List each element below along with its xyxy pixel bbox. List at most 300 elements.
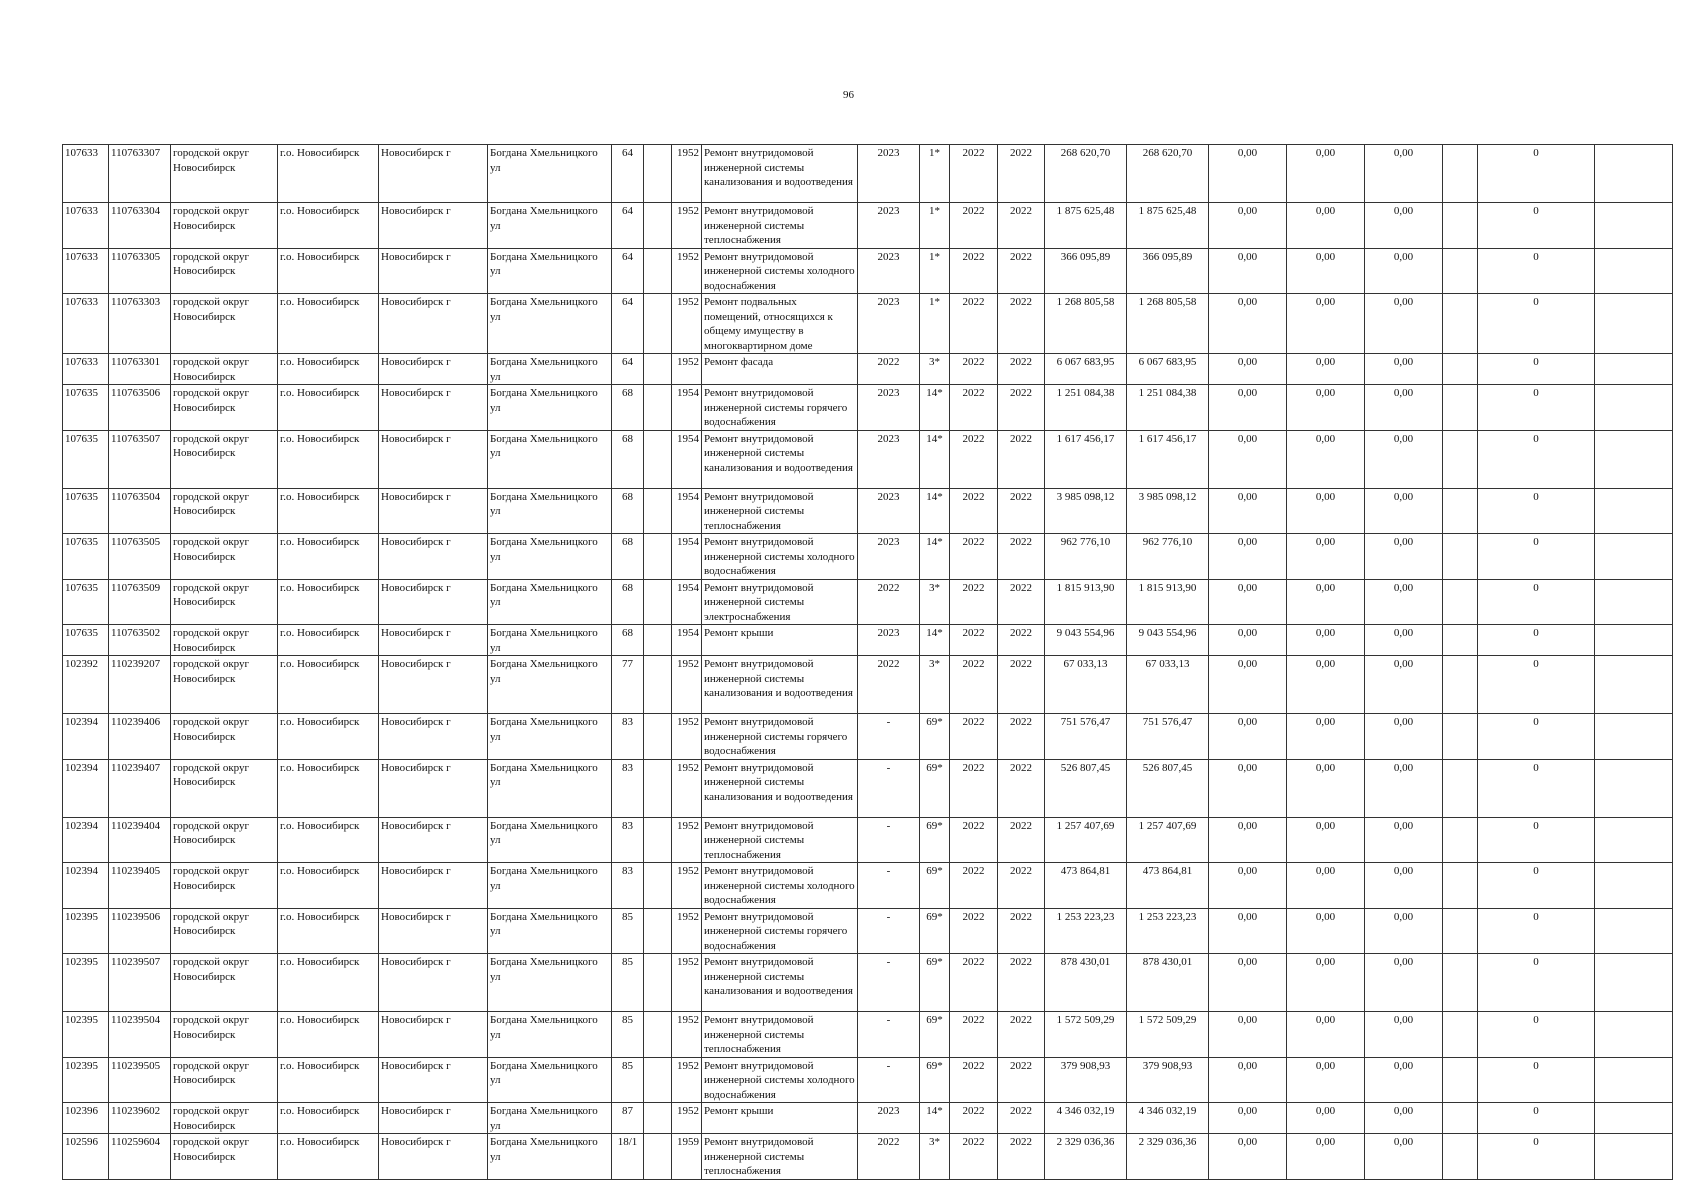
row-id: 102394 bbox=[63, 863, 109, 909]
row-street: Богдана Хмельницкого ул bbox=[488, 294, 612, 354]
row-cost-fund: 9 043 554,96 bbox=[1127, 625, 1209, 656]
row-blank-2 bbox=[1595, 430, 1673, 488]
row-value-1: 0,00 bbox=[1209, 863, 1287, 909]
row-city: Новосибирск г bbox=[379, 817, 488, 863]
row-city: Новосибирск г bbox=[379, 145, 488, 203]
row-code: 110763307 bbox=[109, 145, 171, 203]
row-city: Новосибирск г bbox=[379, 656, 488, 714]
row-year-built: 1952 bbox=[672, 248, 702, 294]
row-work-type: Ремонт внутридомовой инженерной системы канализования и водоотведения bbox=[702, 430, 858, 488]
row-blank-1 bbox=[1443, 354, 1478, 385]
row-work-type: Ремонт внутридомовой инженерной системы теплоснабжения bbox=[702, 488, 858, 534]
row-city: Новосибирск г bbox=[379, 759, 488, 817]
row-year-plan: 2022 bbox=[858, 1134, 920, 1180]
row-year-end: 2022 bbox=[998, 625, 1045, 656]
row-year-built: 1952 bbox=[672, 954, 702, 1012]
row-basis: 69* bbox=[920, 714, 950, 760]
registry-table bbox=[62, 144, 1673, 1180]
row-municipality: г.о. Новосибирск bbox=[278, 579, 379, 625]
row-year-built: 1952 bbox=[672, 145, 702, 203]
row-value-4: 0 bbox=[1478, 1012, 1595, 1058]
row-work-type: Ремонт внутридомовой инженерной системы теплоснабжения bbox=[702, 203, 858, 249]
row-cost-total: 1 253 223,23 bbox=[1045, 908, 1127, 954]
row-city: Новосибирск г bbox=[379, 385, 488, 431]
row-code: 110763504 bbox=[109, 488, 171, 534]
row-building bbox=[644, 579, 672, 625]
row-year-built: 1959 bbox=[672, 1134, 702, 1180]
row-building bbox=[644, 430, 672, 488]
row-year-plan: 2022 bbox=[858, 354, 920, 385]
row-building bbox=[644, 908, 672, 954]
table-row bbox=[63, 145, 1673, 203]
row-building bbox=[644, 714, 672, 760]
row-street: Богдана Хмельницкого ул bbox=[488, 1057, 612, 1103]
row-blank-1 bbox=[1443, 863, 1478, 909]
page-number: 96 bbox=[843, 89, 854, 101]
row-work-type: Ремонт внутридомовой инженерной системы холодного водоснабжения bbox=[702, 1057, 858, 1103]
row-work-type: Ремонт внутридомовой инженерной системы холодного водоснабжения bbox=[702, 863, 858, 909]
row-year-built: 1952 bbox=[672, 203, 702, 249]
row-house: 85 bbox=[612, 1012, 644, 1058]
row-value-2: 0,00 bbox=[1287, 1012, 1365, 1058]
row-year-end: 2022 bbox=[998, 908, 1045, 954]
row-value-1: 0,00 bbox=[1209, 1057, 1287, 1103]
row-year-built: 1952 bbox=[672, 759, 702, 817]
row-year-built: 1952 bbox=[672, 714, 702, 760]
row-code: 110763305 bbox=[109, 248, 171, 294]
row-year-end: 2022 bbox=[998, 534, 1045, 580]
row-year-plan: 2023 bbox=[858, 294, 920, 354]
row-year-end: 2022 bbox=[998, 145, 1045, 203]
row-year-start: 2022 bbox=[950, 430, 998, 488]
row-value-2: 0,00 bbox=[1287, 714, 1365, 760]
row-value-2: 0,00 bbox=[1287, 656, 1365, 714]
row-code: 110239505 bbox=[109, 1057, 171, 1103]
row-value-1: 0,00 bbox=[1209, 656, 1287, 714]
row-street: Богдана Хмельницкого ул bbox=[488, 488, 612, 534]
row-year-plan: 2023 bbox=[858, 1103, 920, 1134]
row-value-2: 0,00 bbox=[1287, 354, 1365, 385]
row-code: 110239602 bbox=[109, 1103, 171, 1134]
row-value-4: 0 bbox=[1478, 759, 1595, 817]
row-basis: 14* bbox=[920, 625, 950, 656]
row-value-1: 0,00 bbox=[1209, 430, 1287, 488]
row-year-start: 2022 bbox=[950, 954, 998, 1012]
row-cost-total: 1 572 509,29 bbox=[1045, 1012, 1127, 1058]
row-city: Новосибирск г bbox=[379, 579, 488, 625]
row-blank-1 bbox=[1443, 1103, 1478, 1134]
row-district: городской округ Новосибирск bbox=[171, 625, 278, 656]
row-building bbox=[644, 656, 672, 714]
row-value-4: 0 bbox=[1478, 625, 1595, 656]
row-year-start: 2022 bbox=[950, 759, 998, 817]
row-year-end: 2022 bbox=[998, 430, 1045, 488]
row-work-type: Ремонт внутридомовой инженерной системы теплоснабжения bbox=[702, 1012, 858, 1058]
row-year-plan: 2023 bbox=[858, 145, 920, 203]
row-district: городской округ Новосибирск bbox=[171, 430, 278, 488]
row-year-built: 1952 bbox=[672, 1012, 702, 1058]
row-year-start: 2022 bbox=[950, 145, 998, 203]
table-row bbox=[63, 488, 1673, 534]
row-cost-total: 1 875 625,48 bbox=[1045, 203, 1127, 249]
table-row bbox=[63, 354, 1673, 385]
row-code: 110239504 bbox=[109, 1012, 171, 1058]
row-code: 110259604 bbox=[109, 1134, 171, 1180]
row-blank-1 bbox=[1443, 385, 1478, 431]
row-id: 102394 bbox=[63, 714, 109, 760]
row-year-built: 1952 bbox=[672, 863, 702, 909]
row-building bbox=[644, 1012, 672, 1058]
row-cost-total: 1 815 913,90 bbox=[1045, 579, 1127, 625]
row-building bbox=[644, 1057, 672, 1103]
row-code: 110239406 bbox=[109, 714, 171, 760]
row-building bbox=[644, 385, 672, 431]
row-blank-2 bbox=[1595, 488, 1673, 534]
row-district: городской округ Новосибирск bbox=[171, 203, 278, 249]
row-basis: 69* bbox=[920, 954, 950, 1012]
row-blank-2 bbox=[1595, 954, 1673, 1012]
row-work-type: Ремонт крыши bbox=[702, 1103, 858, 1134]
row-blank-1 bbox=[1443, 203, 1478, 249]
row-work-type: Ремонт внутридомовой инженерной системы электроснабжения bbox=[702, 579, 858, 625]
row-blank-1 bbox=[1443, 294, 1478, 354]
row-building bbox=[644, 248, 672, 294]
row-work-type: Ремонт внутридомовой инженерной системы холодного водоснабжения bbox=[702, 248, 858, 294]
row-street: Богдана Хмельницкого ул bbox=[488, 385, 612, 431]
row-street: Богдана Хмельницкого ул bbox=[488, 145, 612, 203]
row-year-end: 2022 bbox=[998, 1103, 1045, 1134]
row-value-4: 0 bbox=[1478, 488, 1595, 534]
row-city: Новосибирск г bbox=[379, 908, 488, 954]
row-house: 83 bbox=[612, 714, 644, 760]
row-year-start: 2022 bbox=[950, 534, 998, 580]
row-value-4: 0 bbox=[1478, 145, 1595, 203]
row-cost-fund: 1 572 509,29 bbox=[1127, 1012, 1209, 1058]
row-work-type: Ремонт внутридомовой инженерной системы горячего водоснабжения bbox=[702, 714, 858, 760]
row-blank-1 bbox=[1443, 656, 1478, 714]
row-year-start: 2022 bbox=[950, 817, 998, 863]
row-value-4: 0 bbox=[1478, 1057, 1595, 1103]
row-city: Новосибирск г bbox=[379, 1134, 488, 1180]
row-value-2: 0,00 bbox=[1287, 579, 1365, 625]
table-row bbox=[63, 248, 1673, 294]
row-year-plan: - bbox=[858, 1057, 920, 1103]
row-street: Богдана Хмельницкого ул bbox=[488, 248, 612, 294]
table-row bbox=[63, 625, 1673, 656]
row-house: 64 bbox=[612, 203, 644, 249]
row-value-2: 0,00 bbox=[1287, 954, 1365, 1012]
table-row bbox=[63, 1134, 1673, 1180]
row-city: Новосибирск г bbox=[379, 294, 488, 354]
row-blank-2 bbox=[1595, 203, 1673, 249]
row-value-4: 0 bbox=[1478, 954, 1595, 1012]
row-street: Богдана Хмельницкого ул bbox=[488, 430, 612, 488]
row-id: 107635 bbox=[63, 534, 109, 580]
row-city: Новосибирск г bbox=[379, 625, 488, 656]
row-blank-2 bbox=[1595, 579, 1673, 625]
row-year-start: 2022 bbox=[950, 908, 998, 954]
row-building bbox=[644, 1103, 672, 1134]
row-year-built: 1952 bbox=[672, 354, 702, 385]
row-building bbox=[644, 354, 672, 385]
row-value-3: 0,00 bbox=[1365, 1134, 1443, 1180]
row-value-1: 0,00 bbox=[1209, 385, 1287, 431]
row-year-start: 2022 bbox=[950, 385, 998, 431]
row-year-start: 2022 bbox=[950, 248, 998, 294]
row-cost-total: 3 985 098,12 bbox=[1045, 488, 1127, 534]
row-id: 107633 bbox=[63, 294, 109, 354]
row-value-3: 0,00 bbox=[1365, 354, 1443, 385]
row-value-2: 0,00 bbox=[1287, 488, 1365, 534]
row-blank-1 bbox=[1443, 1057, 1478, 1103]
row-code: 110239405 bbox=[109, 863, 171, 909]
row-blank-1 bbox=[1443, 534, 1478, 580]
row-house: 68 bbox=[612, 534, 644, 580]
row-cost-fund: 1 257 407,69 bbox=[1127, 817, 1209, 863]
row-value-1: 0,00 bbox=[1209, 908, 1287, 954]
row-id: 107635 bbox=[63, 625, 109, 656]
row-basis: 69* bbox=[920, 817, 950, 863]
row-year-start: 2022 bbox=[950, 656, 998, 714]
row-year-start: 2022 bbox=[950, 579, 998, 625]
row-work-type: Ремонт внутридомовой инженерной системы теплоснабжения bbox=[702, 1134, 858, 1180]
row-house: 68 bbox=[612, 625, 644, 656]
row-cost-total: 268 620,70 bbox=[1045, 145, 1127, 203]
row-basis: 1* bbox=[920, 203, 950, 249]
row-city: Новосибирск г bbox=[379, 430, 488, 488]
row-blank-1 bbox=[1443, 248, 1478, 294]
row-blank-2 bbox=[1595, 1012, 1673, 1058]
row-blank-1 bbox=[1443, 954, 1478, 1012]
row-year-start: 2022 bbox=[950, 354, 998, 385]
row-basis: 3* bbox=[920, 354, 950, 385]
row-work-type: Ремонт внутридомовой инженерной системы холодного водоснабжения bbox=[702, 534, 858, 580]
row-id: 102394 bbox=[63, 759, 109, 817]
table-row bbox=[63, 817, 1673, 863]
row-value-3: 0,00 bbox=[1365, 863, 1443, 909]
row-value-3: 0,00 bbox=[1365, 954, 1443, 1012]
row-cost-fund: 962 776,10 bbox=[1127, 534, 1209, 580]
row-value-2: 0,00 bbox=[1287, 1103, 1365, 1134]
row-district: городской округ Новосибирск bbox=[171, 145, 278, 203]
row-value-4: 0 bbox=[1478, 1103, 1595, 1134]
row-value-4: 0 bbox=[1478, 579, 1595, 625]
table-row bbox=[63, 385, 1673, 431]
row-year-plan: 2022 bbox=[858, 656, 920, 714]
row-year-end: 2022 bbox=[998, 203, 1045, 249]
row-year-end: 2022 bbox=[998, 488, 1045, 534]
row-value-2: 0,00 bbox=[1287, 908, 1365, 954]
row-building bbox=[644, 534, 672, 580]
row-street: Богдана Хмельницкого ул bbox=[488, 908, 612, 954]
row-cost-total: 1 251 084,38 bbox=[1045, 385, 1127, 431]
row-year-plan: 2023 bbox=[858, 248, 920, 294]
row-year-start: 2022 bbox=[950, 488, 998, 534]
row-house: 68 bbox=[612, 430, 644, 488]
row-year-end: 2022 bbox=[998, 714, 1045, 760]
row-basis: 14* bbox=[920, 534, 950, 580]
row-id: 107633 bbox=[63, 248, 109, 294]
row-year-end: 2022 bbox=[998, 954, 1045, 1012]
row-value-1: 0,00 bbox=[1209, 145, 1287, 203]
row-year-plan: 2023 bbox=[858, 534, 920, 580]
row-basis: 14* bbox=[920, 488, 950, 534]
row-district: городской округ Новосибирск bbox=[171, 248, 278, 294]
row-value-3: 0,00 bbox=[1365, 294, 1443, 354]
row-code: 110763506 bbox=[109, 385, 171, 431]
row-year-built: 1952 bbox=[672, 294, 702, 354]
row-basis: 14* bbox=[920, 1103, 950, 1134]
row-value-2: 0,00 bbox=[1287, 625, 1365, 656]
row-blank-2 bbox=[1595, 863, 1673, 909]
row-id: 102392 bbox=[63, 656, 109, 714]
row-municipality: г.о. Новосибирск bbox=[278, 908, 379, 954]
row-building bbox=[644, 488, 672, 534]
row-year-built: 1952 bbox=[672, 817, 702, 863]
row-district: городской округ Новосибирск bbox=[171, 1012, 278, 1058]
table-row bbox=[63, 714, 1673, 760]
row-district: городской округ Новосибирск bbox=[171, 954, 278, 1012]
row-city: Новосибирск г bbox=[379, 1057, 488, 1103]
row-building bbox=[644, 817, 672, 863]
row-house: 64 bbox=[612, 248, 644, 294]
row-value-2: 0,00 bbox=[1287, 1057, 1365, 1103]
row-cost-total: 473 864,81 bbox=[1045, 863, 1127, 909]
row-cost-total: 878 430,01 bbox=[1045, 954, 1127, 1012]
table-row bbox=[63, 534, 1673, 580]
row-year-plan: - bbox=[858, 1012, 920, 1058]
row-blank-2 bbox=[1595, 714, 1673, 760]
row-value-1: 0,00 bbox=[1209, 1134, 1287, 1180]
row-value-3: 0,00 bbox=[1365, 488, 1443, 534]
row-house: 64 bbox=[612, 145, 644, 203]
row-value-2: 0,00 bbox=[1287, 203, 1365, 249]
row-code: 110239207 bbox=[109, 656, 171, 714]
row-value-3: 0,00 bbox=[1365, 656, 1443, 714]
row-year-plan: 2023 bbox=[858, 385, 920, 431]
row-house: 64 bbox=[612, 294, 644, 354]
row-year-plan: 2023 bbox=[858, 625, 920, 656]
row-year-end: 2022 bbox=[998, 294, 1045, 354]
row-blank-2 bbox=[1595, 1103, 1673, 1134]
row-value-2: 0,00 bbox=[1287, 248, 1365, 294]
row-year-plan: - bbox=[858, 954, 920, 1012]
row-cost-fund: 6 067 683,95 bbox=[1127, 354, 1209, 385]
row-value-1: 0,00 bbox=[1209, 759, 1287, 817]
row-year-end: 2022 bbox=[998, 1134, 1045, 1180]
row-blank-1 bbox=[1443, 430, 1478, 488]
row-cost-total: 751 576,47 bbox=[1045, 714, 1127, 760]
row-year-plan: - bbox=[858, 759, 920, 817]
row-municipality: г.о. Новосибирск bbox=[278, 430, 379, 488]
table-row bbox=[63, 656, 1673, 714]
row-district: городской округ Новосибирск bbox=[171, 656, 278, 714]
row-work-type: Ремонт внутридомовой инженерной системы канализования и водоотведения bbox=[702, 954, 858, 1012]
row-house: 85 bbox=[612, 1057, 644, 1103]
row-cost-fund: 1 251 084,38 bbox=[1127, 385, 1209, 431]
row-basis: 1* bbox=[920, 145, 950, 203]
row-street: Богдана Хмельницкого ул bbox=[488, 863, 612, 909]
row-value-4: 0 bbox=[1478, 294, 1595, 354]
row-district: городской округ Новосибирск bbox=[171, 908, 278, 954]
row-street: Богдана Хмельницкого ул bbox=[488, 817, 612, 863]
row-house: 18/1 bbox=[612, 1134, 644, 1180]
row-cost-fund: 268 620,70 bbox=[1127, 145, 1209, 203]
row-year-start: 2022 bbox=[950, 1057, 998, 1103]
row-value-2: 0,00 bbox=[1287, 145, 1365, 203]
row-basis: 1* bbox=[920, 294, 950, 354]
table-body bbox=[63, 145, 1673, 1180]
row-year-end: 2022 bbox=[998, 248, 1045, 294]
row-blank-2 bbox=[1595, 354, 1673, 385]
row-value-1: 0,00 bbox=[1209, 488, 1287, 534]
row-cost-fund: 2 329 036,36 bbox=[1127, 1134, 1209, 1180]
row-value-3: 0,00 bbox=[1365, 430, 1443, 488]
row-year-plan: - bbox=[858, 908, 920, 954]
row-code: 110239407 bbox=[109, 759, 171, 817]
row-house: 64 bbox=[612, 354, 644, 385]
row-value-4: 0 bbox=[1478, 1134, 1595, 1180]
row-blank-1 bbox=[1443, 817, 1478, 863]
row-code: 110239506 bbox=[109, 908, 171, 954]
row-basis: 69* bbox=[920, 908, 950, 954]
row-value-3: 0,00 bbox=[1365, 817, 1443, 863]
row-cost-fund: 1 617 456,17 bbox=[1127, 430, 1209, 488]
table-row bbox=[63, 579, 1673, 625]
row-building bbox=[644, 954, 672, 1012]
row-id: 102396 bbox=[63, 1103, 109, 1134]
row-code: 110239507 bbox=[109, 954, 171, 1012]
row-blank-2 bbox=[1595, 817, 1673, 863]
row-cost-total: 526 807,45 bbox=[1045, 759, 1127, 817]
row-city: Новосибирск г bbox=[379, 488, 488, 534]
row-code: 110763507 bbox=[109, 430, 171, 488]
row-district: городской округ Новосибирск bbox=[171, 488, 278, 534]
row-city: Новосибирск г bbox=[379, 248, 488, 294]
row-blank-2 bbox=[1595, 656, 1673, 714]
row-value-1: 0,00 bbox=[1209, 354, 1287, 385]
row-id: 107633 bbox=[63, 354, 109, 385]
row-year-built: 1954 bbox=[672, 625, 702, 656]
row-work-type: Ремонт внутридомовой инженерной системы канализования и водоотведения bbox=[702, 759, 858, 817]
row-value-2: 0,00 bbox=[1287, 817, 1365, 863]
row-cost-total: 1 257 407,69 bbox=[1045, 817, 1127, 863]
row-value-1: 0,00 bbox=[1209, 579, 1287, 625]
table-row bbox=[63, 863, 1673, 909]
row-id: 107633 bbox=[63, 203, 109, 249]
row-year-built: 1954 bbox=[672, 430, 702, 488]
row-id: 107635 bbox=[63, 488, 109, 534]
table-row bbox=[63, 1057, 1673, 1103]
row-code: 110763509 bbox=[109, 579, 171, 625]
row-cost-total: 9 043 554,96 bbox=[1045, 625, 1127, 656]
row-district: городской округ Новосибирск bbox=[171, 714, 278, 760]
row-blank-1 bbox=[1443, 145, 1478, 203]
row-street: Богдана Хмельницкого ул bbox=[488, 203, 612, 249]
row-municipality: г.о. Новосибирск bbox=[278, 759, 379, 817]
row-municipality: г.о. Новосибирск bbox=[278, 145, 379, 203]
row-house: 85 bbox=[612, 954, 644, 1012]
table-row bbox=[63, 430, 1673, 488]
row-municipality: г.о. Новосибирск bbox=[278, 954, 379, 1012]
row-value-3: 0,00 bbox=[1365, 534, 1443, 580]
row-blank-2 bbox=[1595, 908, 1673, 954]
row-year-plan: 2023 bbox=[858, 430, 920, 488]
row-year-built: 1952 bbox=[672, 1103, 702, 1134]
row-municipality: г.о. Новосибирск bbox=[278, 1012, 379, 1058]
row-code: 110763505 bbox=[109, 534, 171, 580]
row-id: 107633 bbox=[63, 145, 109, 203]
